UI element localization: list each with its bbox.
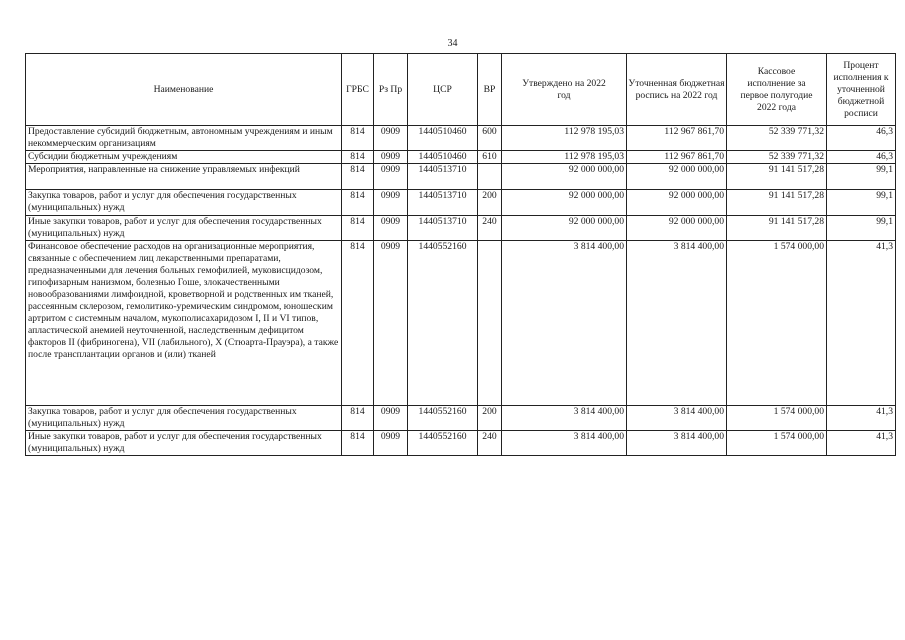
row-vr bbox=[478, 241, 502, 406]
row-approved: 3 814 400,00 bbox=[502, 431, 627, 456]
row-approved: 3 814 400,00 bbox=[502, 241, 627, 406]
row-rzpr: 0909 bbox=[374, 190, 408, 216]
row-rzpr: 0909 bbox=[374, 241, 408, 406]
row-rzpr: 0909 bbox=[374, 151, 408, 164]
row-grbs: 814 bbox=[342, 164, 374, 190]
table-row bbox=[26, 431, 896, 456]
row-refined: 3 814 400,00 bbox=[627, 431, 727, 456]
row-approved: 3 814 400,00 bbox=[502, 406, 627, 431]
row-csr: 1440552160 bbox=[408, 241, 478, 406]
row-vr: 240 bbox=[478, 216, 502, 241]
row-rzpr: 0909 bbox=[374, 216, 408, 241]
row-name: Субсидии бюджетным учреждениям bbox=[26, 151, 342, 164]
row-rzpr: 0909 bbox=[374, 431, 408, 456]
header-cash: Кассовое исполнение за первое полугодие 2022 года bbox=[727, 54, 827, 126]
row-csr: 1440552160 bbox=[408, 406, 478, 431]
row-vr: 600 bbox=[478, 126, 502, 151]
header-percent: Процент исполнения к уточненной бюджетной росписи bbox=[827, 54, 896, 126]
row-percent: 41,3 bbox=[827, 431, 896, 456]
header-grbs: ГРБС bbox=[342, 54, 374, 126]
row-percent: 99,1 bbox=[827, 216, 896, 241]
row-cash: 52 339 771,32 bbox=[727, 126, 827, 151]
row-cash: 1 574 000,00 bbox=[727, 406, 827, 431]
table-row bbox=[26, 126, 896, 151]
row-cash: 91 141 517,28 bbox=[727, 216, 827, 241]
row-percent: 99,1 bbox=[827, 190, 896, 216]
header-name: Наименование bbox=[26, 54, 342, 126]
row-grbs: 814 bbox=[342, 406, 374, 431]
row-percent: 99,1 bbox=[827, 164, 896, 190]
header-vr: ВР bbox=[478, 54, 502, 126]
row-cash: 52 339 771,32 bbox=[727, 151, 827, 164]
table-row bbox=[26, 190, 896, 216]
budget-execution-table bbox=[25, 53, 896, 456]
header-csr: ЦСР bbox=[408, 54, 478, 126]
table-row bbox=[26, 164, 896, 190]
row-grbs: 814 bbox=[342, 216, 374, 241]
row-name: Иные закупки товаров, работ и услуг для обеспечения государственных (муниципальных) нужд bbox=[26, 431, 342, 456]
table-row bbox=[26, 241, 896, 406]
row-grbs: 814 bbox=[342, 151, 374, 164]
row-name: Иные закупки товаров, работ и услуг для обеспечения государственных (муниципальных) нужд bbox=[26, 216, 342, 241]
row-name: Закупка товаров, работ и услуг для обеспечения государственных (муниципальных) нужд bbox=[26, 190, 342, 216]
row-grbs: 814 bbox=[342, 190, 374, 216]
row-cash: 91 141 517,28 bbox=[727, 190, 827, 216]
row-csr: 1440513710 bbox=[408, 164, 478, 190]
row-csr: 1440510460 bbox=[408, 126, 478, 151]
row-refined: 92 000 000,00 bbox=[627, 190, 727, 216]
row-approved: 112 978 195,03 bbox=[502, 151, 627, 164]
row-vr bbox=[478, 164, 502, 190]
row-approved: 92 000 000,00 bbox=[502, 190, 627, 216]
row-csr: 1440513710 bbox=[408, 190, 478, 216]
row-approved: 92 000 000,00 bbox=[502, 216, 627, 241]
row-vr: 240 bbox=[478, 431, 502, 456]
row-approved: 112 978 195,03 bbox=[502, 126, 627, 151]
row-refined: 112 967 861,70 bbox=[627, 126, 727, 151]
header-approved: Утверждено на 2022 год bbox=[502, 54, 627, 126]
page-number: 34 bbox=[447, 38, 458, 49]
row-name: Мероприятия, направленные на снижение управляемых инфекций bbox=[26, 164, 342, 190]
row-vr: 200 bbox=[478, 190, 502, 216]
row-percent: 41,3 bbox=[827, 406, 896, 431]
row-grbs: 814 bbox=[342, 126, 374, 151]
row-name: Финансовое обеспечение расходов на организационные мероприятия, связанные с обеспечением лиц лекарственными препаратами, предназначенными для лечения больных гемофилией, муковисцидозом, гипофизарным нанизмом, болезнью Гоше, злокачественными новообразованиями лимфоидной, кроветворной и родственных им тканей, рассеянным склерозом, гемолитико-уремическим синдромом, юношеским артритом с системным началом, мукополисахаридозом I, II и VI типов, апластической анемией неуточненной, наследственным дефицитом факторов II (фибриногена), VII (лабильного), X (Стюарта-Прауэра), а также после трансплантации органов и (или) тканей bbox=[26, 241, 342, 406]
row-csr: 1440510460 bbox=[408, 151, 478, 164]
row-percent: 46,3 bbox=[827, 126, 896, 151]
row-refined: 92 000 000,00 bbox=[627, 164, 727, 190]
row-grbs: 814 bbox=[342, 241, 374, 406]
row-refined: 3 814 400,00 bbox=[627, 406, 727, 431]
row-name: Закупка товаров, работ и услуг для обеспечения государственных (муниципальных) нужд bbox=[26, 406, 342, 431]
header-refined: Уточненная бюджетная роспись на 2022 год bbox=[627, 54, 727, 126]
header-row bbox=[26, 54, 896, 126]
row-cash: 91 141 517,28 bbox=[727, 164, 827, 190]
row-refined: 3 814 400,00 bbox=[627, 241, 727, 406]
row-refined: 112 967 861,70 bbox=[627, 151, 727, 164]
row-name: Предоставление субсидий бюджетным, автономным учреждениям и иным некоммерческим организациям bbox=[26, 126, 342, 151]
header-rzpr: Рз Пр bbox=[374, 54, 408, 126]
table-row bbox=[26, 151, 896, 164]
row-percent: 41,3 bbox=[827, 241, 896, 406]
table-row bbox=[26, 216, 896, 241]
row-cash: 1 574 000,00 bbox=[727, 431, 827, 456]
row-grbs: 814 bbox=[342, 431, 374, 456]
row-rzpr: 0909 bbox=[374, 164, 408, 190]
table-row bbox=[26, 406, 896, 431]
row-csr: 1440513710 bbox=[408, 216, 478, 241]
row-vr: 610 bbox=[478, 151, 502, 164]
row-vr: 200 bbox=[478, 406, 502, 431]
row-rzpr: 0909 bbox=[374, 126, 408, 151]
row-rzpr: 0909 bbox=[374, 406, 408, 431]
row-cash: 1 574 000,00 bbox=[727, 241, 827, 406]
row-approved: 92 000 000,00 bbox=[502, 164, 627, 190]
row-csr: 1440552160 bbox=[408, 431, 478, 456]
row-percent: 46,3 bbox=[827, 151, 896, 164]
row-refined: 92 000 000,00 bbox=[627, 216, 727, 241]
